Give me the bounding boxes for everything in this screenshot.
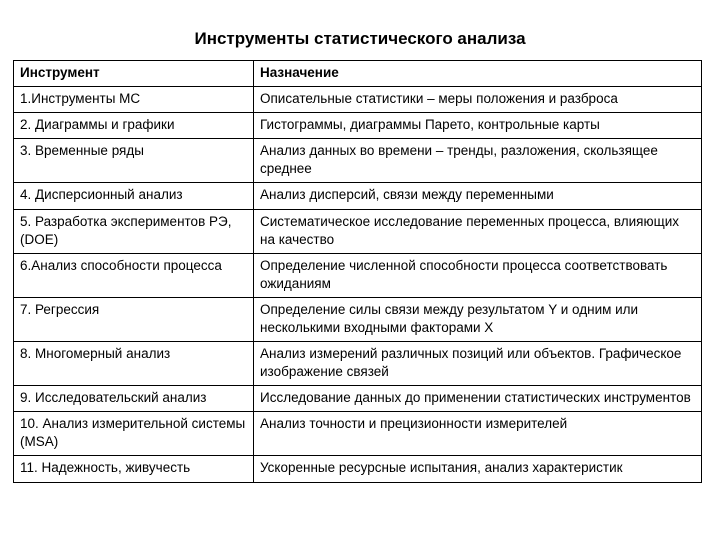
table-row xyxy=(14,183,702,210)
table-row xyxy=(14,386,702,412)
tool-cell: 3. Временные ряды xyxy=(14,139,254,183)
purpose-cell: Определение численной способности процесса соответствовать ожиданиям xyxy=(254,254,702,298)
purpose-cell: Анализ измерений различных позиций или объектов. Графическое изображение связей xyxy=(254,342,702,386)
table-header-row xyxy=(14,61,702,87)
page-title: Инструменты статистического анализа xyxy=(194,29,526,48)
header-tool: Инструмент xyxy=(14,61,254,87)
purpose-cell: Гистограммы, диаграммы Парето, контрольные карты xyxy=(254,113,702,139)
tool-cell: 10. Анализ измерительной системы (MSA) xyxy=(14,412,254,456)
purpose-cell: Анализ дисперсий, связи между переменными xyxy=(254,183,702,210)
purpose-cell: Исследование данных до применении статистических инструментов xyxy=(254,386,702,412)
purpose-cell: Определение силы связи между результатом Y и одним или несколькими входными факторами Х xyxy=(254,298,702,342)
purpose-cell: Ускоренные ресурсные испытания, анализ характеристик xyxy=(254,456,702,483)
tool-cell: 7. Регрессия xyxy=(14,298,254,342)
table-row xyxy=(14,456,702,483)
table-row xyxy=(14,87,702,113)
tool-cell: 4. Дисперсионный анализ xyxy=(14,183,254,210)
table-row xyxy=(14,113,702,139)
table-row xyxy=(14,254,702,298)
table-row xyxy=(14,210,702,254)
header-purpose: Назначение xyxy=(254,61,702,87)
tool-cell: 2. Диаграммы и графики xyxy=(14,113,254,139)
tool-cell: 6.Анализ способности процесса xyxy=(14,254,254,298)
purpose-cell: Описательные статистики – меры положения и разброса xyxy=(254,87,702,113)
statistical-tools-table xyxy=(13,60,702,483)
tool-cell: 8. Многомерный анализ xyxy=(14,342,254,386)
tool-cell: 1.Инструменты МС xyxy=(14,87,254,113)
table-row xyxy=(14,298,702,342)
purpose-cell: Анализ данных во времени – тренды, разложения, скользящее среднее xyxy=(254,139,702,183)
table-row xyxy=(14,342,702,386)
tool-cell: 11. Надежность, живучесть xyxy=(14,456,254,483)
purpose-cell: Анализ точности и прецизионности измерителей xyxy=(254,412,702,456)
tool-cell: 5. Разработка экспериментов РЭ, (DOE) xyxy=(14,210,254,254)
table-row xyxy=(14,139,702,183)
purpose-cell: Систематическое исследование переменных процесса, влияющих на качество xyxy=(254,210,702,254)
tool-cell: 9. Исследовательский анализ xyxy=(14,386,254,412)
table-row xyxy=(14,412,702,456)
